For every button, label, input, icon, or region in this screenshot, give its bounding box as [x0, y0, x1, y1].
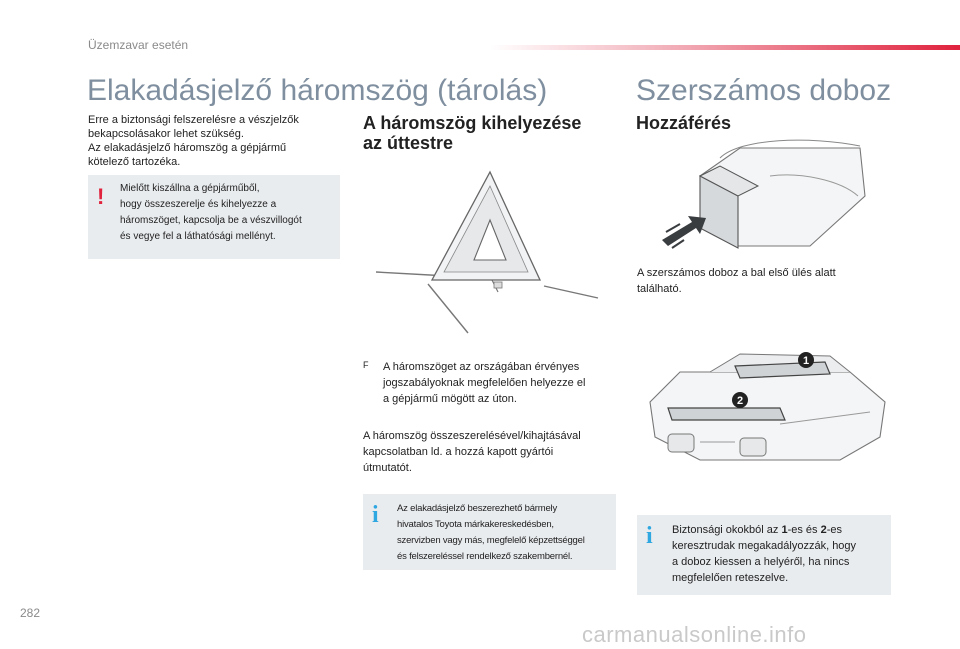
- bullet-line: a gépjármű mögött az úton.: [383, 393, 517, 405]
- caption-line: A szerszámos doboz a bal első ülés alatt: [637, 267, 836, 279]
- crossbar-2: [668, 408, 785, 420]
- warning-line: és vegye fel a láthatósági mellényt.: [120, 231, 276, 242]
- intro-line: Erre a biztonsági felszerelésre a vészjelzők: [88, 114, 299, 126]
- info-line: keresztrudak megakadályozzák, hogy: [672, 540, 857, 552]
- bullet-line: A háromszöget az országában érvényes: [383, 361, 580, 373]
- info-line: [672, 522, 886, 538]
- info-icon: i: [646, 523, 653, 549]
- warning-line: háromszöget, kapcsolja be a vészvillogót: [120, 215, 302, 226]
- intro-line: Az elakadásjelző háromszög a gépjármű: [88, 142, 287, 154]
- toolbox-compartment: [668, 434, 694, 452]
- toolbox-illustration: [640, 342, 890, 472]
- triangle-leg: [544, 286, 598, 298]
- triangle-illustration: [372, 168, 604, 338]
- info-text: [397, 501, 613, 565]
- info-text-part: -es: [826, 524, 842, 536]
- watermark: carmanualsonline.info: [582, 622, 807, 647]
- info-text: [672, 522, 886, 586]
- page-number: 282: [20, 606, 41, 620]
- bullet-text: [383, 359, 618, 407]
- intro-paragraph: [88, 113, 338, 169]
- info-line: és felszereléssel rendelkező szakembernél.: [397, 551, 573, 562]
- header-accent-bar: [490, 45, 960, 50]
- paragraph-line: A háromszög összeszerelésével/kihajtásával: [363, 430, 581, 442]
- section-label: Üzemzavar esetén: [88, 38, 189, 52]
- bullet-item: [363, 359, 618, 407]
- subtitle-access: Hozzáférés: [636, 113, 732, 133]
- title-toolbox: Szerszámos doboz: [636, 74, 892, 107]
- assembly-paragraph: [363, 428, 618, 476]
- toolbox-compartment: [740, 438, 766, 456]
- bullet-line: jogszabályoknak megfelelően helyezze el: [383, 377, 586, 389]
- info-line: megfelelően reteszelve.: [672, 572, 789, 584]
- info-box-dealer: [363, 494, 616, 570]
- paragraph-line: kapcsolatban ld. a hozzá kapott gyártói: [363, 446, 554, 458]
- info-bold-number: 1: [781, 524, 788, 536]
- triangle-clip: [494, 282, 502, 288]
- seat-illustration: [660, 136, 885, 256]
- info-text-part: -es és: [787, 524, 821, 536]
- info-line: szervizben vagy más, megfelelő képzettséggel: [397, 535, 585, 546]
- warning-line: hogy összeszerelje és kihelyezze a: [120, 199, 277, 210]
- triangle-leg: [428, 284, 468, 333]
- intro-line: kötelező tartozéka.: [88, 156, 181, 168]
- info-box-crossbars: [637, 515, 891, 595]
- info-bold-number: 2: [820, 524, 827, 536]
- warning-text: [120, 181, 336, 245]
- subtitle-placing-triangle: [363, 113, 613, 153]
- info-line: hivatalos Toyota márkakereskedésben,: [397, 519, 554, 530]
- info-line: a doboz kiessen a helyéről, ha nincs: [672, 556, 850, 568]
- caption-line: található.: [637, 283, 682, 295]
- info-icon: i: [372, 502, 379, 528]
- info-text-part: Biztonsági okokból az: [672, 524, 782, 536]
- bullet-marker: F: [363, 360, 369, 370]
- callout-1-label: 1: [802, 355, 810, 367]
- paragraph-line: útmutatót.: [363, 462, 412, 474]
- info-line: Az elakadásjelző beszerezhető bármely: [397, 503, 557, 514]
- warning-icon: !: [97, 184, 105, 209]
- callout-2-label: 2: [736, 395, 744, 407]
- subtitle-line: A háromszög kihelyezése: [363, 113, 582, 133]
- intro-line: bekapcsolásakor lehet szükség.: [88, 128, 244, 140]
- subtitle-line: az úttestre: [363, 133, 454, 153]
- warning-box: [88, 175, 340, 259]
- warning-line: Mielőtt kiszállna a gépjárműből,: [120, 183, 260, 194]
- toolbox-caption: [637, 265, 887, 297]
- title-warning-triangle: Elakadásjelző háromszög (tárolás): [87, 74, 548, 107]
